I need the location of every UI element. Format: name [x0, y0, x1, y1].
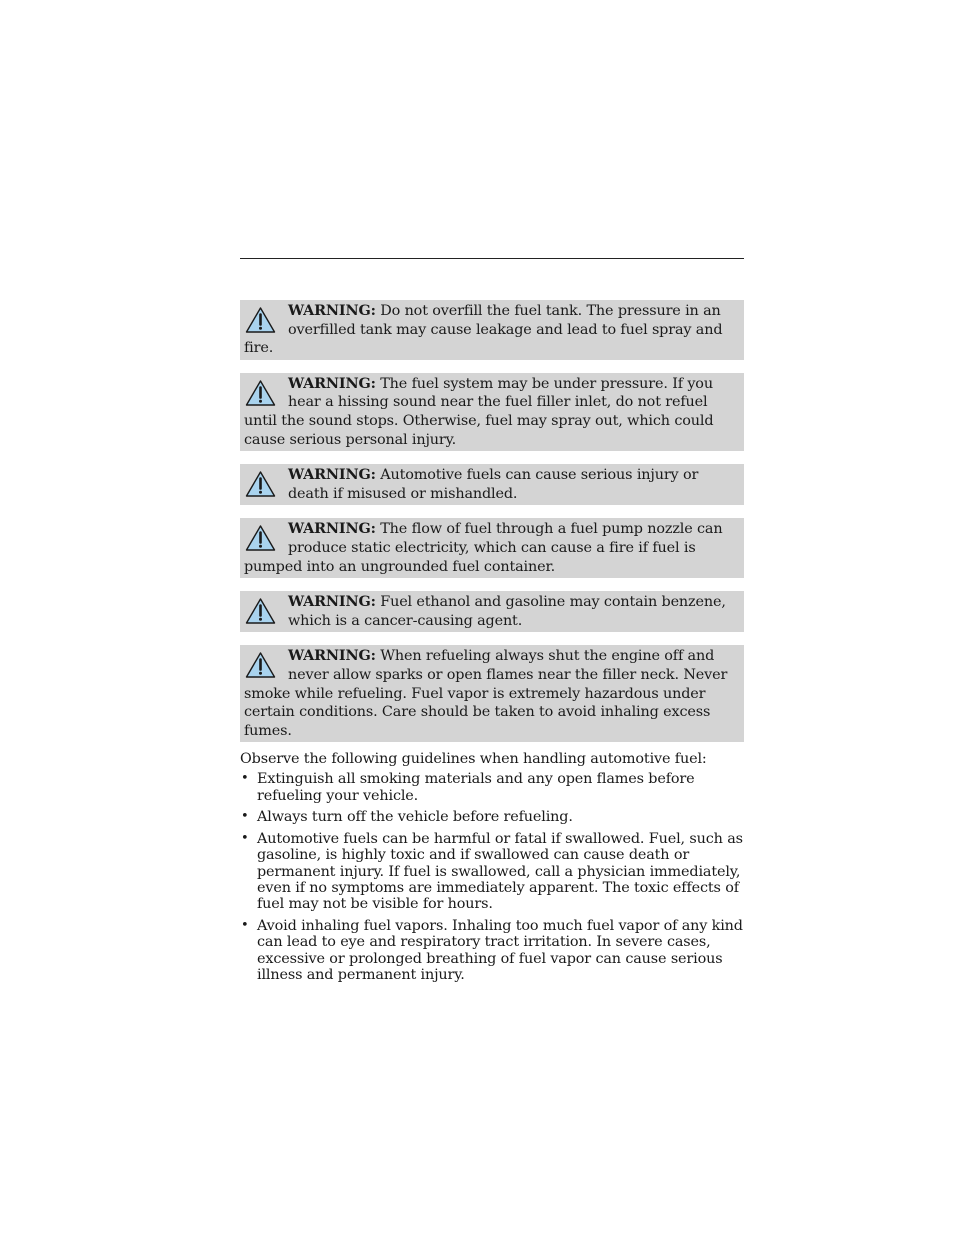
warning-box-static	[240, 518, 744, 578]
warning-text: Automotive fuels can cause serious injury or death if misused or mishandled.	[288, 467, 699, 502]
warning-text: Do not overfill the fuel tank. The pressure in an overfilled tank may cause leakage and lead to fuel spray and fire.	[244, 303, 723, 357]
warning-triangle-icon	[245, 524, 276, 552]
warning-box-pressure	[240, 373, 744, 451]
list-item	[240, 918, 744, 983]
warning-label: WARNING:	[288, 374, 376, 392]
page-content	[240, 300, 744, 989]
warning-text: Fuel ethanol and gasoline may contain benzene, which is a cancer-causing agent.	[288, 594, 726, 629]
warning-triangle-icon	[245, 651, 276, 679]
warning-triangle-icon	[245, 470, 276, 498]
warning-triangle-icon	[245, 379, 276, 407]
bullet-icon: •	[241, 809, 249, 825]
bullet-icon: •	[241, 831, 249, 847]
bullet-icon: •	[241, 918, 249, 934]
warning-box-benzene	[240, 591, 744, 632]
list-item-text: Always turn off the vehicle before refueling.	[257, 809, 573, 826]
list-item	[240, 771, 744, 804]
warning-text: The fuel system may be under pressure. If you hear a hissing sound near the fuel filler inlet, do not refuel until the sound stops. Otherwise, fuel may spray out, which could cause serious personal injury.	[244, 375, 714, 448]
warning-box-refueling	[240, 645, 744, 742]
list-item-text: Avoid inhaling fuel vapors. Inhaling too much fuel vapor of any kind can lead to eye and respiratory tract irritation. In severe cases, excessive or prolonged breathing of fuel vapor can cause serious illness and permanent injury.	[257, 918, 743, 984]
list-item-text: Automotive fuels can be harmful or fatal if swallowed. Fuel, such as gasoline, is highly toxic and if swallowed can cause death or permanent injury. If fuel is swallowed, call a physician immediately, even if no symptoms are immediately apparent. The toxic effects of fuel may not be visible for hours.	[257, 831, 743, 913]
list-item	[240, 809, 744, 825]
list-item	[240, 831, 744, 912]
warning-text: When refueling always shut the engine off and never allow sparks or open flames near the filler neck. Never smoke while refueling. Fuel vapor is extremely hazardous under certain conditions. Care should be taken to avoid inhaling excess fumes.	[244, 648, 728, 739]
warning-box-overfill	[240, 300, 744, 360]
list-item-text: Extinguish all smoking materials and any open flames before refueling your vehicle.	[257, 771, 695, 804]
warning-triangle-icon	[245, 306, 276, 334]
guidelines-intro: Observe the following guidelines when handling automotive fuel:	[240, 751, 707, 768]
warning-label: WARNING:	[288, 520, 376, 538]
bullet-icon: •	[241, 771, 249, 787]
warning-label: WARNING:	[288, 593, 376, 611]
warning-label: WARNING:	[288, 302, 376, 319]
guidelines-list	[240, 771, 744, 983]
warning-label: WARNING:	[288, 466, 376, 484]
warning-triangle-icon	[245, 597, 276, 625]
header-rule	[240, 258, 744, 259]
warning-box-injury	[240, 464, 744, 505]
warning-text: The flow of fuel through a fuel pump nozzle can produce static electricity, which can cause a fire if fuel is pumped into an ungrounded fuel container.	[244, 521, 723, 575]
warning-label: WARNING:	[288, 647, 376, 665]
